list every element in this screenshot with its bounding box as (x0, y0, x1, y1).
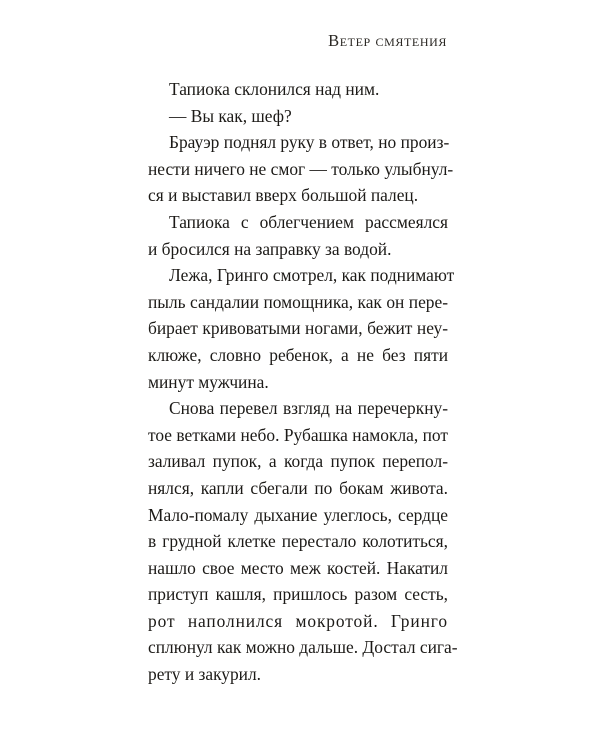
text-line: Брауэр поднял руку в ответ, но произ- (169, 132, 450, 153)
text-line: пыль сандалии помощника, как он пере- (148, 291, 448, 312)
text-line: и бросился на заправку за водой. (148, 238, 392, 259)
text-line: Снова перевел взгляд на перечеркну- (169, 398, 448, 419)
text-line: рот наполнился мокротой. Гринго (148, 610, 448, 631)
text-line: нашло свое место меж костей. Накатил (148, 557, 448, 578)
text-line: нести ничего не смог — только улыбнул- (148, 158, 454, 179)
text-line: минут мужчина. (148, 371, 269, 392)
text-line: тое ветками небо. Рубашка намокла, пот (148, 424, 448, 445)
text-line: сплюнул как можно дальше. Достал сига- (148, 637, 458, 658)
text-line: Лежа, Гринго смотрел, как поднимают (169, 265, 455, 286)
text-line: приступ кашля, пришлось разом сесть, (148, 584, 448, 605)
text-line: — Вы как, шеф? (169, 105, 292, 126)
text-line: ся и выставил вверх большой палец. (148, 185, 419, 206)
text-line: клюже, словно ребенок, а не без пяти (148, 344, 448, 365)
running-header-title: Ветер смятения (328, 31, 447, 50)
text-line: Тапиока с облегчением рассмеялся (169, 211, 448, 232)
text-line: рету и закурил. (148, 664, 261, 685)
text-line: бирает кривоватыми ногами, бежит неу- (148, 318, 448, 339)
body-text (148, 76, 458, 688)
text-line: заливал пупок, а когда пупок перепол- (148, 451, 448, 472)
text-line: нялся, капли сбегали по бокам живота. (148, 477, 448, 498)
text-line: в грудной клетке перестало колотиться, (148, 531, 448, 552)
text-line: Мало-помалу дыхание улеглось, сердце (148, 504, 448, 525)
text-line: Тапиока склонился над ним. (169, 79, 380, 99)
